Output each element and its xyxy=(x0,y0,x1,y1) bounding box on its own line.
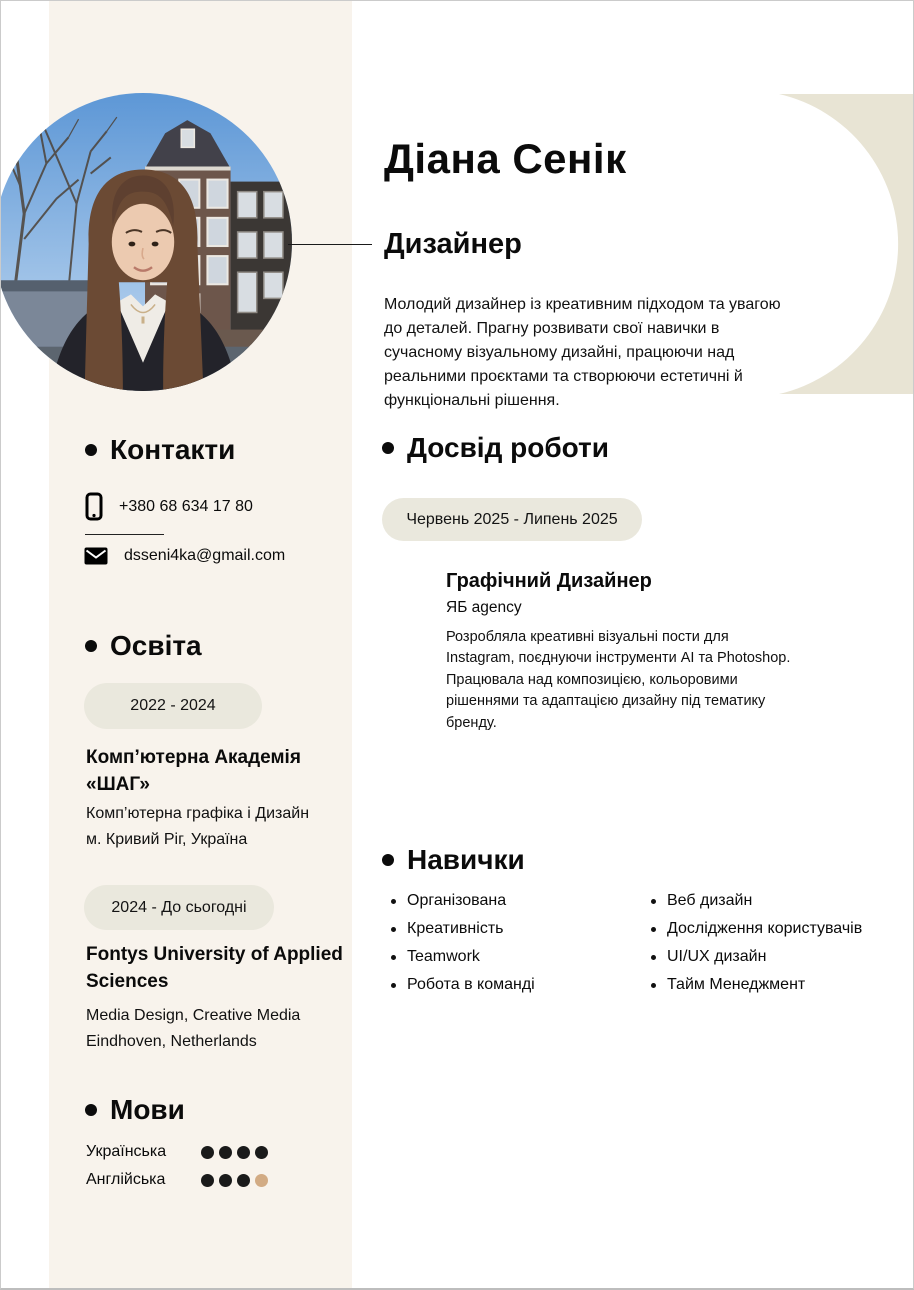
profile-summary: Молодий дизайнер із креативним підходом та увагою до деталей. Прагну розвивати свої навички в сучасному візуальному дизайні, працюючи над реальними проєктами та створюючи естетичні й функціональні рішення. xyxy=(384,296,781,409)
heading-bullet-icon xyxy=(85,640,97,652)
photo-connector-line xyxy=(288,244,372,245)
skill-item: Веб дизайн xyxy=(650,892,862,920)
skill-item: UI/UX дизайн xyxy=(650,948,862,976)
skill-item: Креативність xyxy=(390,920,535,948)
job-title: Дизайнер xyxy=(384,228,522,260)
contact-divider xyxy=(85,534,164,535)
education-heading-label: Освіта xyxy=(110,630,202,661)
experience-heading xyxy=(382,432,609,464)
skill-item: Дослідження користувачів xyxy=(650,920,862,948)
language-row xyxy=(86,1171,268,1189)
education-period-label: 2022 - 2024 xyxy=(130,697,216,714)
contacts-heading-label: Контакти xyxy=(110,434,236,465)
profile-photo xyxy=(0,93,292,391)
education-program: Media Design, Creative Media xyxy=(86,1007,301,1024)
phone-number: +380 68 634 17 80 xyxy=(119,497,253,515)
skill-item: Тайм Менеджмент xyxy=(650,976,862,1004)
contacts-heading xyxy=(85,434,235,466)
education-location: м. Кривий Ріг, Україна xyxy=(86,830,248,848)
education-details xyxy=(86,801,346,853)
language-name: Англійська xyxy=(86,1171,166,1188)
heading-bullet-icon xyxy=(382,854,394,866)
education-period-label: 2024 - До сьогодні xyxy=(111,898,247,916)
skill-item: Організована xyxy=(390,892,535,920)
language-name: Українська xyxy=(86,1143,167,1160)
experience-heading-label: Досвід роботи xyxy=(407,432,609,463)
level-dot-filled xyxy=(219,1146,232,1159)
phone-icon xyxy=(85,492,103,521)
education-details xyxy=(86,1003,346,1055)
experience-period-label: Червень 2025 - Липень 2025 xyxy=(406,510,618,528)
level-dot-filled xyxy=(201,1174,214,1187)
contact-email xyxy=(84,547,285,565)
education-location: Eindhoven, Netherlands xyxy=(86,1032,257,1050)
experience-period-badge xyxy=(382,498,642,541)
email-address: dsseni4ka@gmail.com xyxy=(124,547,286,564)
contact-phone xyxy=(85,492,253,521)
skills-heading-label: Навички xyxy=(407,844,525,875)
languages-heading xyxy=(85,1094,185,1126)
education-heading xyxy=(85,630,202,662)
level-dot-filled xyxy=(255,1146,268,1159)
languages-heading-label: Мови xyxy=(110,1094,185,1125)
education-period-badge xyxy=(84,885,274,930)
company-name: ЯБ agency xyxy=(446,599,522,616)
heading-bullet-icon xyxy=(85,444,97,456)
level-dot-filled xyxy=(219,1174,232,1187)
skills-column-right xyxy=(650,892,862,1004)
education-program: Комп’ютерна графіка і Дизайн xyxy=(86,805,310,822)
level-dot-filled xyxy=(237,1146,250,1159)
education-period-badge xyxy=(84,683,262,729)
job-role: Графічний Дизайнер xyxy=(446,570,652,592)
level-dot-filled xyxy=(237,1174,250,1187)
skill-item: Teamwork xyxy=(390,948,535,976)
skills-heading xyxy=(382,844,525,876)
heading-bullet-icon xyxy=(85,1104,97,1116)
school-name: Fontys University of Applied Sciences xyxy=(86,944,343,992)
language-row xyxy=(86,1143,268,1161)
skill-item: Робота в команді xyxy=(390,976,535,1004)
job-description: Розробляла креативні візуальні пости для Instagram, поєднуючи інструменти AI та Photoshop. Працювала над композицією, кольоровими рішеннями та адаптацією дизайну під тематику бренду. xyxy=(446,629,791,731)
language-level-dots xyxy=(201,1146,268,1159)
page-title: Діана Сенік xyxy=(384,135,627,182)
school-name: Комп’ютерна Академія «ШАГ» xyxy=(86,747,301,795)
skills-column-left xyxy=(390,892,535,1004)
level-dot-filled xyxy=(201,1146,214,1159)
heading-bullet-icon xyxy=(382,442,394,454)
language-level-dots xyxy=(201,1174,268,1187)
level-dot-partial xyxy=(255,1174,268,1187)
envelope-icon xyxy=(84,547,108,565)
